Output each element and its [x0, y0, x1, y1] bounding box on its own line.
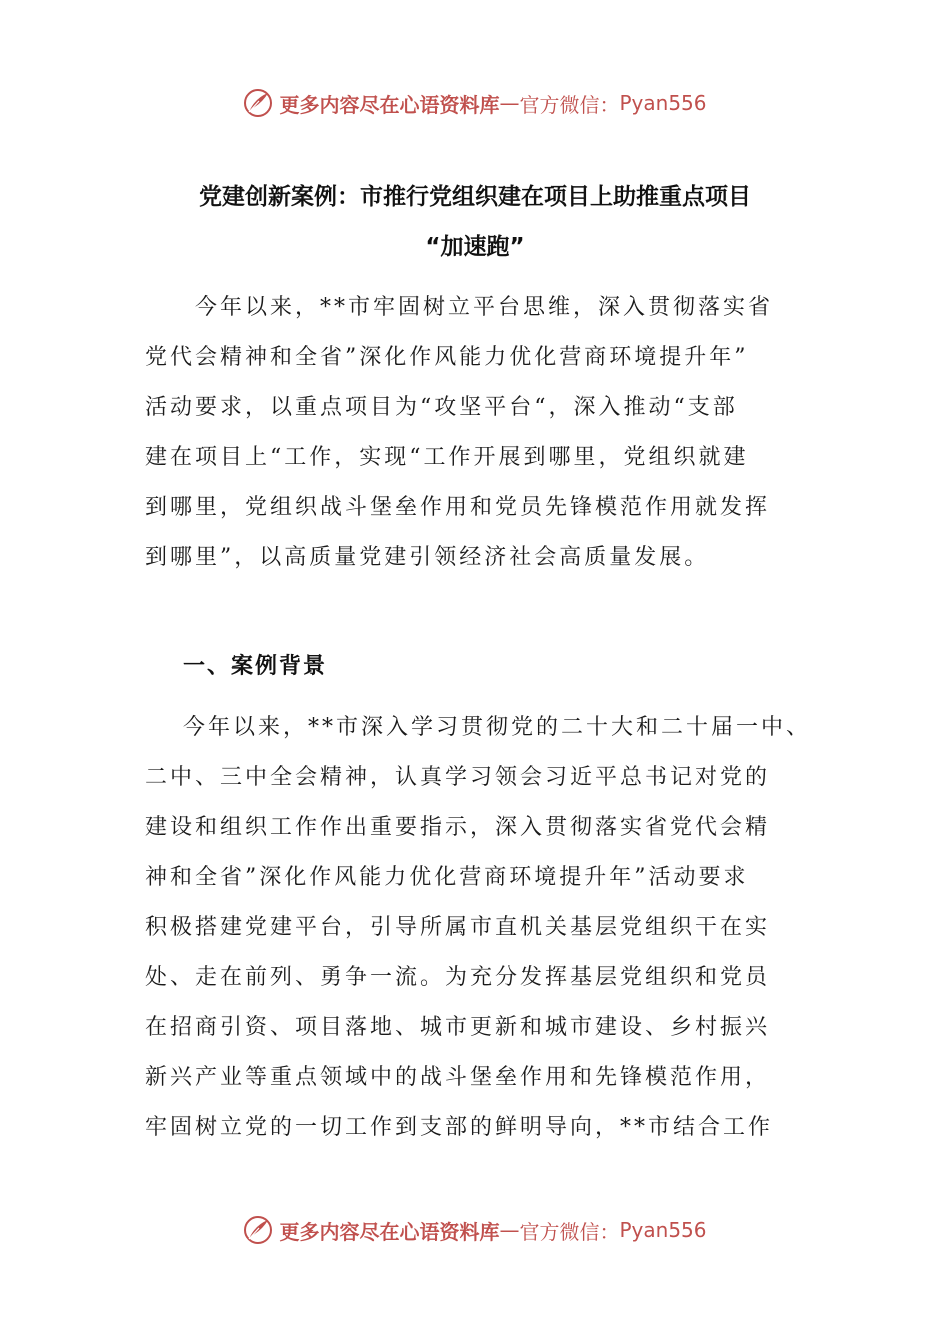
paragraph-line: 党代会精神和全省”深化作风能力优化营商环境提升年” [145, 345, 749, 370]
paragraph-line: 建在项目上“工作，实现“工作开展到哪里，党组织就建 [145, 445, 749, 470]
paragraph-line: 到哪里”，以高质量党建引领经济社会高质量发展。 [145, 545, 710, 570]
feather-quill-logo-icon [243, 88, 273, 118]
paragraph-line: 牢固树立党的一切工作到支部的鲜明导向，**市结合工作 [145, 1115, 774, 1140]
paragraph-line: 今年以来，**市牢固树立平台思维，深入贯彻落实省 [195, 295, 774, 320]
paragraph-line: 建设和组织工作作出重要指示，深入贯彻落实省党代会精 [145, 815, 771, 840]
paragraph-line: 新兴产业等重点领域中的战斗堡垒作用和先锋模范作用， [145, 1065, 771, 1090]
paragraph-line: 积极搭建党建平台，引导所属市直机关基层党组织干在实 [145, 915, 771, 940]
banner-separator: — [499, 1218, 520, 1242]
header-banner [0, 83, 950, 123]
paragraph-line: 在招商引资、项目落地、城市更新和城市建设、乡村振兴 [145, 1015, 771, 1040]
banner-main-text: 更多内容尽在心语资料库 [279, 1219, 500, 1244]
paragraph-line: 处、走在前列、勇争一流。为充分发挥基层党组织和党员 [145, 965, 771, 990]
paragraph-line: 到哪里，党组织战斗堡垒作用和党员先锋模范作用就发挥 [145, 495, 771, 520]
banner-wechat-label: 官方微信： [519, 1219, 620, 1244]
document-title-line-1: 党建创新案例：市推行党组织建在项目上助推重点项目 [199, 184, 751, 210]
document-title-line-2: “加速跑” [425, 234, 525, 260]
intro-paragraph [145, 283, 825, 583]
banner-wechat-id: Pyan556 [619, 1218, 707, 1242]
section-heading-background: 一、案例背景 [183, 654, 328, 679]
paragraph-line: 活动要求，以重点项目为“攻坚平台“，深入推动“支部 [145, 395, 738, 420]
feather-quill-logo-icon [243, 1215, 273, 1245]
banner-separator: — [499, 91, 520, 115]
banner-wechat-id: Pyan556 [619, 91, 707, 115]
paragraph-line: 今年以来，**市深入学习贯彻党的二十大和二十届一中、 [183, 715, 812, 740]
banner-main-text: 更多内容尽在心语资料库 [279, 92, 500, 117]
paragraph-line: 神和全省”深化作风能力优化营商环境提升年”活动要求 [145, 865, 749, 890]
footer-banner [0, 1210, 950, 1250]
background-paragraph [145, 703, 825, 1153]
paragraph-line: 二中、三中全会精神，认真学习领会习近平总书记对党的 [145, 765, 771, 790]
banner-wechat-label: 官方微信： [519, 92, 620, 117]
